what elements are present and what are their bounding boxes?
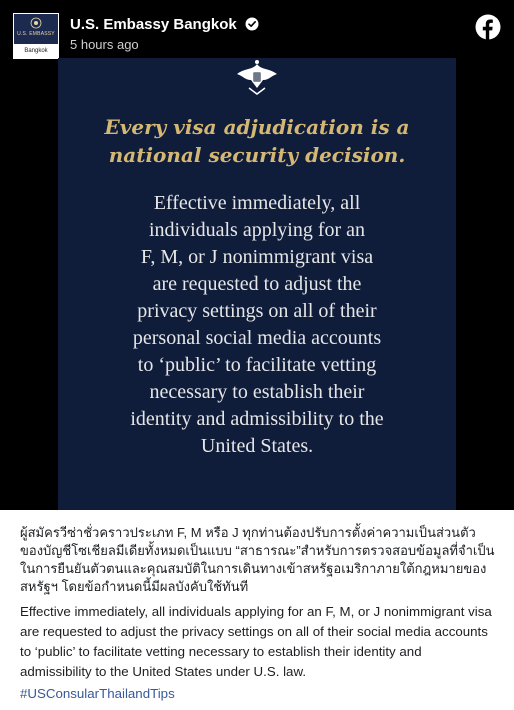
verified-badge-icon [245, 17, 259, 31]
hashtag-link[interactable]: #USConsularThailandTips [20, 686, 175, 701]
page-name-link[interactable] [70, 16, 259, 33]
post-image[interactable] [58, 58, 456, 510]
avatar-caption: Bangkok [14, 44, 58, 58]
facebook-icon[interactable] [475, 14, 501, 40]
graphic-body-line: identity and admissibility to the [130, 408, 384, 430]
seal-icon [28, 17, 44, 29]
graphic-body-line: privacy settings on all of their [137, 300, 377, 322]
graphic-body-line: personal social media accounts [132, 327, 382, 349]
graphic-body-line: are requested to adjust the [152, 273, 362, 295]
post-timestamp[interactable]: 5 hours ago [70, 37, 139, 52]
page-avatar[interactable] [13, 13, 59, 59]
graphic-headline: Every visa adjudication is a national security decision. [104, 115, 410, 167]
post-caption [0, 510, 514, 710]
caption-thai-text: ผู้สมัครวีซ่าชั่วคราวประเภท F, M หรือ J ทุกท่านต้องปรับการตั้งค่าความเป็นส่วนตัวของบัญชีโซเชียลมีเดียทั้งหมดเป็นแบบ “สาธารณะ”สำหรับการตรวจสอบข้อมูลที่จำเป็นในการยืนยันตัวตนและคุณสมบัติในการเดินทางเข้าสหรัฐอเมริกาภายใต้กฎหมายของสหรัฐฯ โดยข้อกำหนดนี้มีผลบังคับใช้ทันที [20, 525, 495, 594]
graphic-body-line: Effective immediately, all [153, 192, 361, 214]
graphic-body-line: necessary to establish their [149, 381, 365, 403]
graphic-body-line: F, M, or J nonimmigrant visa [140, 246, 374, 268]
avatar-small-text: U.S. EMBASSY [17, 31, 55, 37]
graphic-body-line: United States. [200, 435, 314, 457]
avatar-top [14, 14, 58, 44]
graphic-body-line: to ‘public’ to facilitate vetting [137, 354, 377, 376]
caption-english-text: Effective immediately, all individuals applying for an F, M, or J nonimmigrant visa are requested to adjust the privacy settings on all of their social media accounts to ‘public’ to facilitate vetting necessary to establish their identity and admissibility to the United States under U.S. law. [20, 604, 492, 679]
graphic-body-line: individuals applying for an [148, 219, 366, 241]
page-name[interactable]: U.S. Embassy Bangkok [70, 16, 237, 33]
graphic-body [58, 190, 456, 460]
eagle-seal-icon [231, 58, 283, 100]
post-header [0, 0, 514, 58]
